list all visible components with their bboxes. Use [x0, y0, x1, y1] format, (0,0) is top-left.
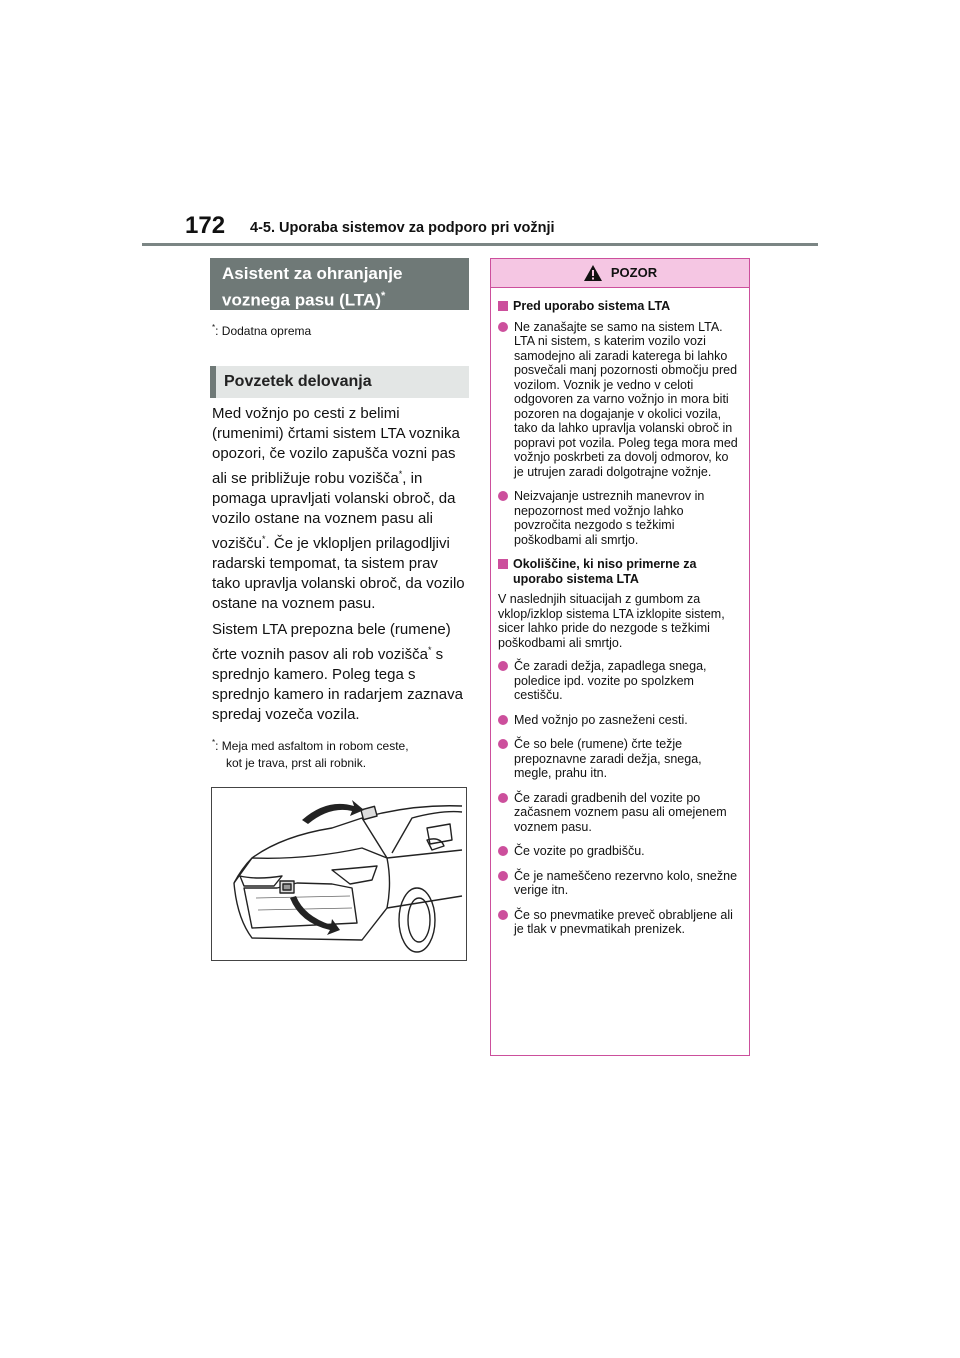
header-divider [142, 243, 818, 246]
square-bullet-icon [498, 301, 508, 311]
warning-item: Če vozite po gradbišču. [498, 844, 741, 859]
round-bullet-icon [498, 739, 508, 749]
heading-asterisk: * [381, 290, 386, 302]
warning-section-2-title: Okoliščine, ki niso primerne za uporabo sistema LTA [498, 557, 741, 586]
warning-section-2-intro: V naslednjih situacijah z gumbom za vklop/izklop sistema LTA izklopite sistem, sicer lahko pride do nezgode s težkimi poškodbami ali smrtjo. [498, 592, 725, 650]
warning-item: Če zaradi dežja, zapadlega snega, poledice ipd. vozite po spolzkem cestišču. [498, 659, 741, 703]
page-number: 172 [185, 212, 226, 239]
round-bullet-icon [498, 491, 508, 501]
road-edge-footnote: *: Meja med asfaltom in robom ceste, kot je trava, prst ali robnik. [212, 738, 409, 770]
warning-item: Če je nameščeno rezervno kolo, snežne verige itn. [498, 869, 741, 898]
main-heading [210, 258, 469, 310]
round-bullet-icon [498, 661, 508, 671]
subheading-overview: Povzetek delovanja [210, 366, 469, 398]
round-bullet-icon [498, 322, 508, 332]
round-bullet-icon [498, 846, 508, 856]
warning-header [491, 259, 749, 288]
round-bullet-icon [498, 793, 508, 803]
round-bullet-icon [498, 910, 508, 920]
overview-text [212, 404, 470, 731]
warning-triangle-icon [583, 264, 603, 282]
square-bullet-icon [498, 559, 508, 569]
warning-item: Če so pnevmatike preveč obrabljene ali je tlak v pnevmatikah prenizek. [498, 908, 741, 937]
warning-item: Med vožnjo po zasneženi cesti. [498, 713, 741, 728]
round-bullet-icon [498, 871, 508, 881]
warning-box [490, 258, 750, 1056]
main-heading-line1: Asistent za ohranjanje [222, 264, 403, 283]
optional-equipment-note: *: Dodatna oprema [212, 323, 312, 338]
warning-item: Ne zanašajte se samo na sistem LTA. LTA ni sistem, s katerim vozilo vozi samodejno ali zaradi katerega bi lahko posvečali manj pozornosti območju pred vozilom. Voznik je vedno v celoti odgovoren za varno vožnjo in mora biti pozoren na dogajanje v okolici vozila, tako da lahko upravlja volanski obroč in popravi pot vozila. Poleg tega mora med vožnjo poskrbeti za dovolj odmorov, ko je utrujen zaradi dolgotrajne vožnje. [498, 320, 741, 480]
car-drawing [212, 788, 466, 960]
warning-section-1-title: Pred uporabo sistema LTA [498, 299, 741, 314]
warning-title: POZOR [610, 264, 658, 280]
overview-paragraph-2: Sistem LTA prepozna bele (rumene) črte voznih pasov ali rob vozišča* s sprednjo kamero. Poleg tega s sprednjo kamero in radarjem zaznava spredaj vozeča vozila. [212, 621, 463, 723]
section-title: 4-5. Uporaba sistemov za podporo pri vožnji [250, 220, 555, 236]
car-camera-illustration [211, 787, 467, 961]
warning-item: Neizvajanje ustreznih manevrov in nepozornost med vožnjo lahko povzročita nezgodo s težkimi poškodbami ali smrtjo. [498, 489, 741, 547]
main-heading-line2: voznega pasu (LTA) [222, 290, 381, 310]
warning-item: Če so bele (rumene) črte težje prepoznavne zaradi dežja, snega, megle, prahu itn. [498, 737, 741, 781]
overview-paragraph-1: Med vožnjo po cesti z belimi (rumenimi) črtami sistem LTA voznika opozori, če vozilo zapušča vozni pas ali se približuje robu vozišča*, in pomaga upravljati volanski obroč, da vozilo ostane na voznem pasu ali vozišču*. Če je vklopljen prilagodljivi radarski tempomat, ta sistem prav tako upravlja volanski obroč, da vozilo ostane na voznem pasu. [212, 405, 465, 612]
round-bullet-icon [498, 715, 508, 725]
warning-item: Če zaradi gradbenih del vozite po začasnem voznem pasu ali omejenem voznem pasu. [498, 791, 741, 835]
